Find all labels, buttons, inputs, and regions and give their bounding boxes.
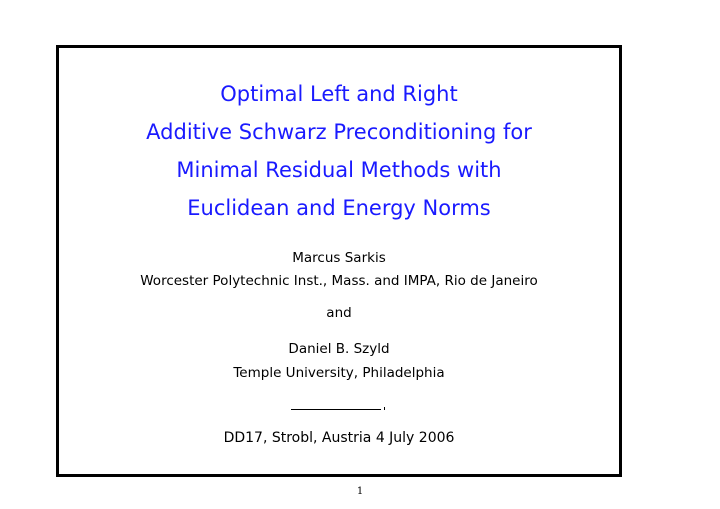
separator-rule-tick (381, 407, 385, 410)
slide-title-line-1: Optimal Left and Right (220, 82, 458, 106)
author-affiliation-1: Worcester Polytechnic Inst., Mass. and IMPA, Rio de Janeiro (140, 273, 538, 289)
author-name-1: Marcus Sarkis (292, 250, 386, 266)
slide-title-line-2: Additive Schwarz Preconditioning for (146, 120, 532, 144)
author-affiliation-2: Temple University, Philadelphia (233, 365, 445, 381)
slide-title-line-3: Minimal Residual Methods with (176, 158, 502, 182)
author-conjunction: and (326, 305, 352, 321)
separator-rule (291, 409, 381, 410)
page-number: 1 (356, 486, 364, 497)
slide-frame (56, 45, 622, 477)
event-info: DD17, Strobl, Austria 4 July 2006 (223, 430, 455, 446)
slide-title-line-4: Euclidean and Energy Norms (187, 196, 491, 220)
author-name-2: Daniel B. Szyld (288, 341, 390, 357)
